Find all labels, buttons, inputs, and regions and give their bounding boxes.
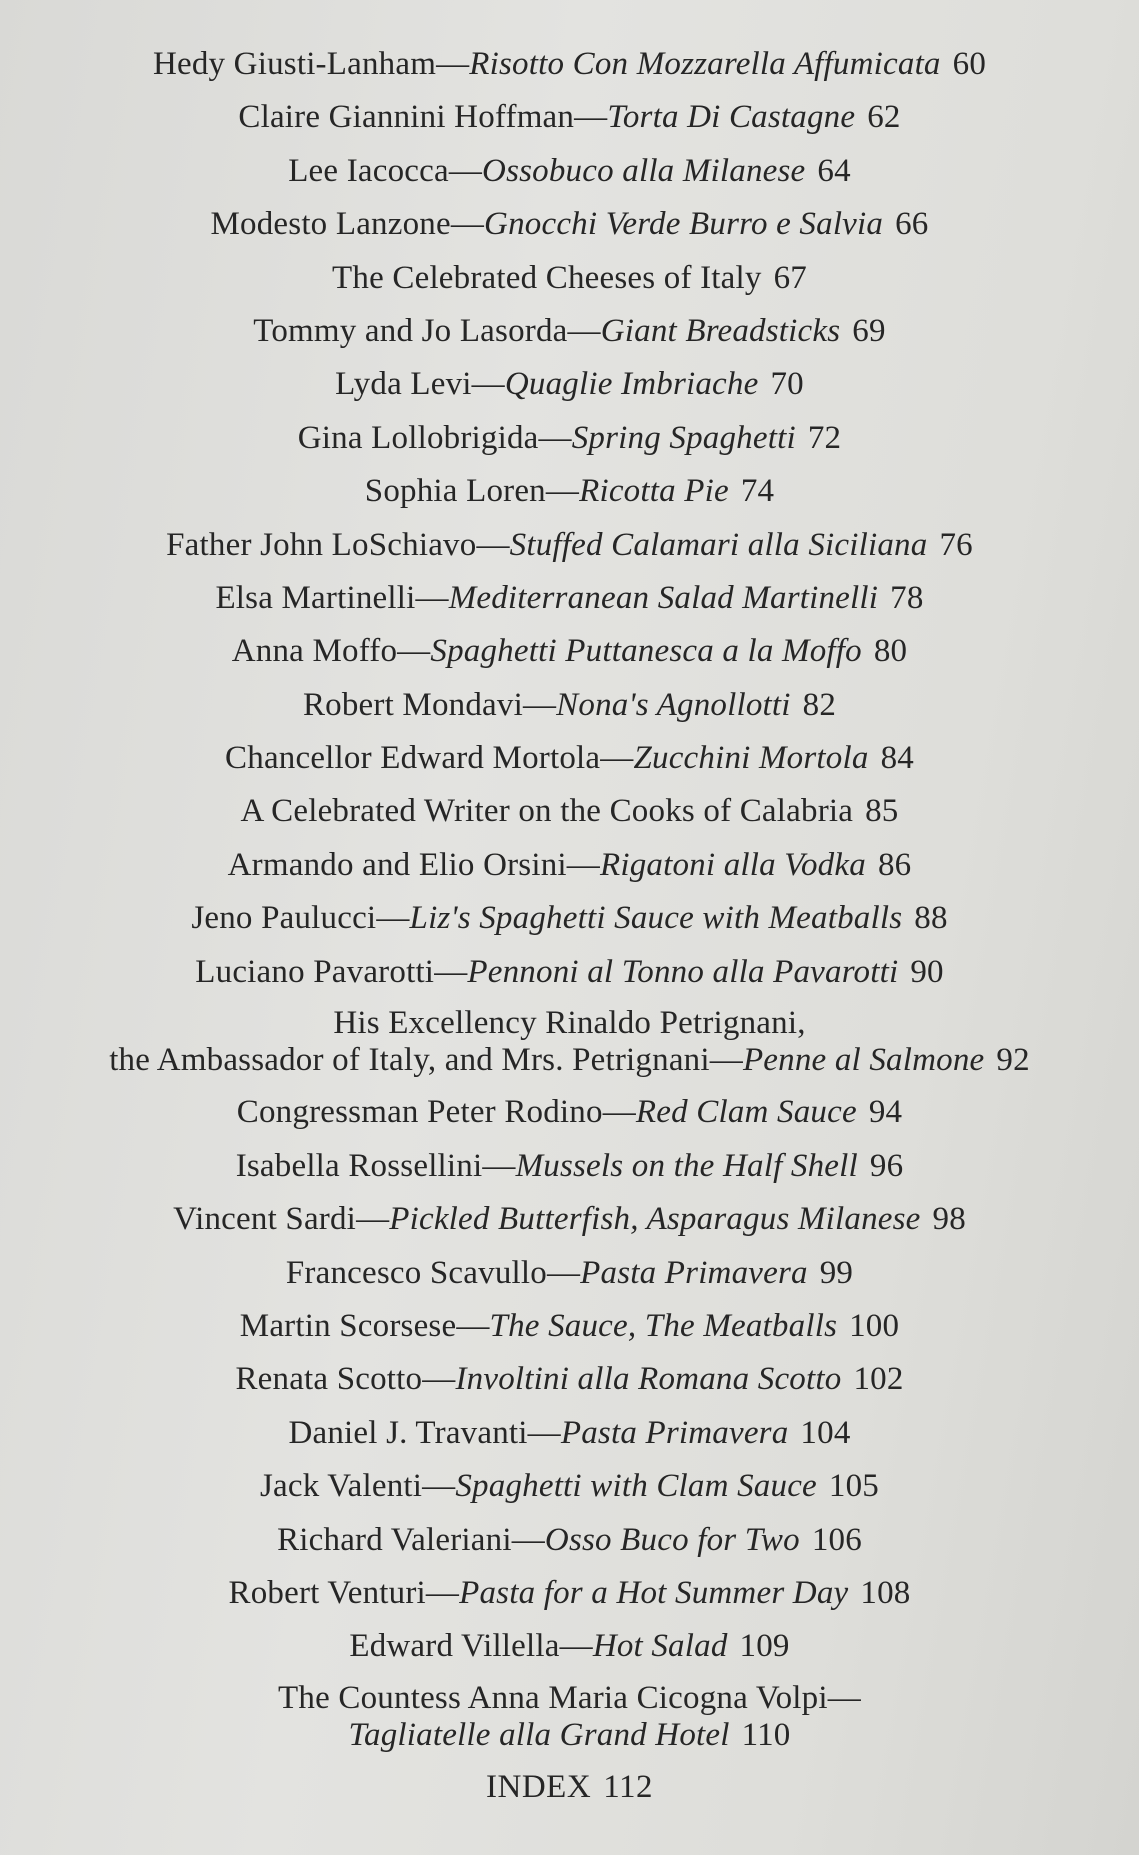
em-dash: — (559, 1628, 593, 1665)
page-number: 69 (852, 312, 886, 349)
recipe-title: Risotto Con Mozzarella Affumicata (469, 46, 941, 82)
toc-entry-orsini (0, 845, 1139, 885)
contributor-name: Chancellor Edward Mortola (225, 740, 601, 777)
page-number: 90 (910, 953, 944, 990)
contributor-name: Robert Venturi (228, 1574, 426, 1611)
contributor-name-line2: the Ambassador of Italy, and Mrs. Petrignani (109, 1042, 710, 1079)
toc-entry-iacocca (0, 151, 1139, 191)
toc-entry-scavullo (0, 1253, 1139, 1293)
em-dash: — (436, 46, 470, 82)
toc-entry-pavarotti (0, 952, 1139, 992)
page-number: 105 (828, 1468, 880, 1505)
toc-entry-martinelli (0, 578, 1139, 618)
page-number: 84 (880, 740, 914, 777)
contributor-name: Martin Scorsese (239, 1307, 457, 1344)
page-number: 98 (932, 1201, 966, 1238)
em-dash: — (600, 740, 634, 777)
recipe-title: Spaghetti Puttanesca a la Moffo (430, 633, 862, 670)
recipe-title: Zucchini Mortola (633, 740, 869, 777)
em-dash: — (482, 1147, 516, 1184)
em-dash: — (538, 419, 572, 456)
recipe-title: Spring Spaghetti (571, 419, 796, 456)
toc-entry-paulucci (0, 898, 1139, 938)
em-dash: — (511, 1521, 545, 1558)
page-number: 67 (773, 259, 807, 296)
contributor-name: Armando and Elio Orsini (227, 846, 567, 883)
recipe-title: Mussels on the Half Shell (515, 1147, 858, 1184)
toc-entry-petrignani (0, 1005, 1139, 1079)
contributor-name: Elsa Martinelli (215, 579, 416, 616)
contributor-name: Claire Giannini Hoffman (238, 99, 575, 136)
em-dash: — (566, 846, 600, 883)
contributor-name: The Countess Anna Maria Cicogna Volpi— (278, 1679, 861, 1716)
contributor-name: Father John LoSchiavo (166, 526, 477, 563)
toc-entry-rodino (0, 1092, 1139, 1132)
page-number: 78 (890, 579, 924, 616)
contributor-name: Lee Iacocca (288, 152, 449, 189)
contributor-name: Modesto Lanzone (210, 206, 451, 243)
recipe-title: Tagliatelle alla Grand Hotel (348, 1716, 730, 1753)
recipe-title: Ossobuco alla Milanese (482, 152, 806, 189)
recipe-title: Osso Buco for Two (544, 1521, 800, 1558)
recipe-title: Giant Breadsticks (600, 312, 841, 349)
page-number: 86 (877, 846, 912, 883)
em-dash: — (434, 953, 468, 990)
toc-entry-sardi (0, 1199, 1139, 1239)
toc-entry-travanti (0, 1413, 1139, 1453)
em-dash: — (376, 900, 410, 937)
recipe-title: Pennoni al Tonno alla Pavarotti (467, 953, 899, 990)
recipe-title: Pasta Primavera (580, 1254, 808, 1291)
page-number: 62 (867, 99, 901, 136)
page-number: 66 (895, 206, 929, 243)
toc-entry-rossellini (0, 1146, 1139, 1186)
em-dash: — (422, 1361, 456, 1398)
section-title: The Celebrated Cheeses of Italy (332, 259, 762, 296)
em-dash: — (545, 473, 580, 510)
em-dash: — (356, 1201, 390, 1238)
toc-entry-valeriani (0, 1520, 1139, 1560)
toc-entry-mondavi (0, 685, 1139, 725)
em-dash: — (397, 633, 431, 670)
index-label: INDEX (486, 1769, 592, 1806)
contributor-name: Richard Valeriani (277, 1521, 512, 1558)
recipe-title: Mediterranean Salad Martinelli (448, 579, 879, 616)
em-dash: — (546, 1254, 581, 1291)
em-dash: — (574, 99, 608, 136)
contributor-name: Tommy and Jo Lasorda (253, 312, 568, 349)
em-dash: — (422, 1468, 456, 1505)
toc-entry-scorsese (0, 1306, 1139, 1346)
toc-entry-lasorda (0, 311, 1139, 351)
page-number: 99 (819, 1254, 854, 1291)
toc-entry-index (0, 1767, 1139, 1807)
toc-entry-scotto (0, 1359, 1139, 1399)
page-number: 82 (802, 686, 837, 723)
em-dash: — (602, 1094, 636, 1131)
recipe-title: Gnocchi Verde Burro e Salvia (484, 206, 884, 243)
toc-entry-valenti (0, 1466, 1139, 1506)
contributor-name: Sophia Loren (364, 473, 546, 510)
page-number: 60 (952, 46, 987, 82)
recipe-title: Rigatoni alla Vodka (599, 846, 866, 883)
contributor-name: Hedy Giusti-Lanham (152, 46, 437, 82)
recipe-title: Penne al Salmone (742, 1042, 985, 1079)
contributor-name: Vincent Sardi (173, 1201, 357, 1238)
toc-entry-hoffman (0, 97, 1139, 137)
contributor-name: Jack Valenti (259, 1468, 423, 1505)
section-title: A Celebrated Writer on the Cooks of Calabria (240, 793, 854, 830)
recipe-title: Nona's Agnollotti (556, 686, 791, 723)
page-number: 109 (739, 1628, 790, 1665)
em-dash: — (522, 686, 557, 723)
toc-entry-lanzone (0, 204, 1139, 244)
toc-entry-loschiavo (0, 525, 1139, 565)
em-dash: — (415, 579, 449, 616)
em-dash: — (471, 366, 505, 403)
contributor-name: Lyda Levi (335, 366, 472, 403)
contributor-name: Isabella Rossellini (235, 1147, 483, 1184)
page-number: 94 (868, 1094, 903, 1131)
table-of-contents (0, 44, 1139, 1807)
contributor-name: Jeno Paulucci (191, 900, 377, 937)
contributor-name: Luciano Pavarotti (195, 953, 435, 990)
toc-entry-mortola (0, 738, 1139, 778)
em-dash: — (450, 206, 485, 243)
recipe-title: Stuffed Calamari alla Siciliana (509, 526, 928, 563)
page-number: 112 (603, 1769, 653, 1806)
recipe-title: Liz's Spaghetti Sauce with Meatballs (409, 900, 903, 937)
em-dash: — (567, 312, 601, 349)
page-number: 108 (860, 1574, 911, 1611)
page-number: 88 (914, 900, 948, 937)
toc-entry-villella (0, 1626, 1139, 1666)
recipe-title: Pickled Butterfish, Asparagus Milanese (389, 1201, 921, 1238)
page-number: 102 (853, 1361, 904, 1398)
page-number: 92 (996, 1042, 1030, 1079)
em-dash: — (448, 152, 483, 189)
recipe-title: Red Clam Sauce (635, 1094, 857, 1131)
page-number: 64 (817, 152, 851, 189)
recipe-title: Ricotta Pie (579, 473, 729, 510)
recipe-title: Involtini alla Romana Scotto (455, 1361, 842, 1398)
page-number: 72 (807, 419, 842, 456)
page-number: 76 (939, 526, 973, 563)
em-dash: — (527, 1414, 561, 1451)
contributor-name: Robert Mondavi (302, 686, 523, 723)
recipe-title: Pasta Primavera (560, 1414, 789, 1451)
contributor-name-line1: His Excellency Rinaldo Petrignani, (333, 1005, 806, 1042)
page-number: 85 (865, 793, 899, 830)
toc-entry-volpi (0, 1680, 1139, 1754)
contributor-name: Edward Villella (349, 1628, 560, 1665)
page-number: 100 (849, 1307, 900, 1344)
recipe-title: The Sauce, The Meatballs (489, 1307, 838, 1344)
toc-entry-loren (0, 471, 1139, 511)
em-dash: — (456, 1307, 490, 1344)
recipe-title: Spaghetti with Clam Sauce (455, 1468, 817, 1505)
page-number: 80 (873, 633, 908, 670)
recipe-title: Hot Salad (592, 1628, 728, 1665)
recipe-title: Pasta for a Hot Summer Day (459, 1574, 849, 1611)
contributor-name: Daniel J. Travanti (288, 1414, 528, 1451)
toc-entry-cheeses-of-italy (0, 258, 1139, 298)
em-dash: — (476, 526, 510, 563)
recipe-title: Quaglie Imbriache (504, 366, 759, 403)
contributor-name: Renata Scotto (235, 1361, 423, 1398)
contributor-name: Congressman Peter Rodino (236, 1094, 603, 1131)
page-number: 110 (741, 1716, 791, 1753)
page-number: 74 (740, 473, 775, 510)
em-dash: — (709, 1042, 743, 1079)
page-number: 106 (811, 1521, 862, 1558)
contributor-name: Anna Moffo (231, 633, 398, 670)
toc-entry-levi (0, 364, 1139, 404)
contributor-name: Francesco Scavullo (285, 1254, 547, 1291)
toc-entry-lollobrigida (0, 418, 1139, 458)
page-number: 96 (869, 1147, 904, 1184)
toc-entry-giusti-lanham (0, 44, 1139, 84)
contributor-name: Gina Lollobrigida (297, 419, 539, 456)
toc-entry-venturi (0, 1573, 1139, 1613)
page-number: 70 (770, 366, 804, 403)
em-dash: — (425, 1574, 460, 1611)
page-number: 104 (800, 1414, 851, 1451)
recipe-title: Torta Di Castagne (607, 99, 856, 136)
toc-entry-cooks-of-calabria (0, 791, 1139, 831)
toc-entry-moffo (0, 631, 1139, 671)
